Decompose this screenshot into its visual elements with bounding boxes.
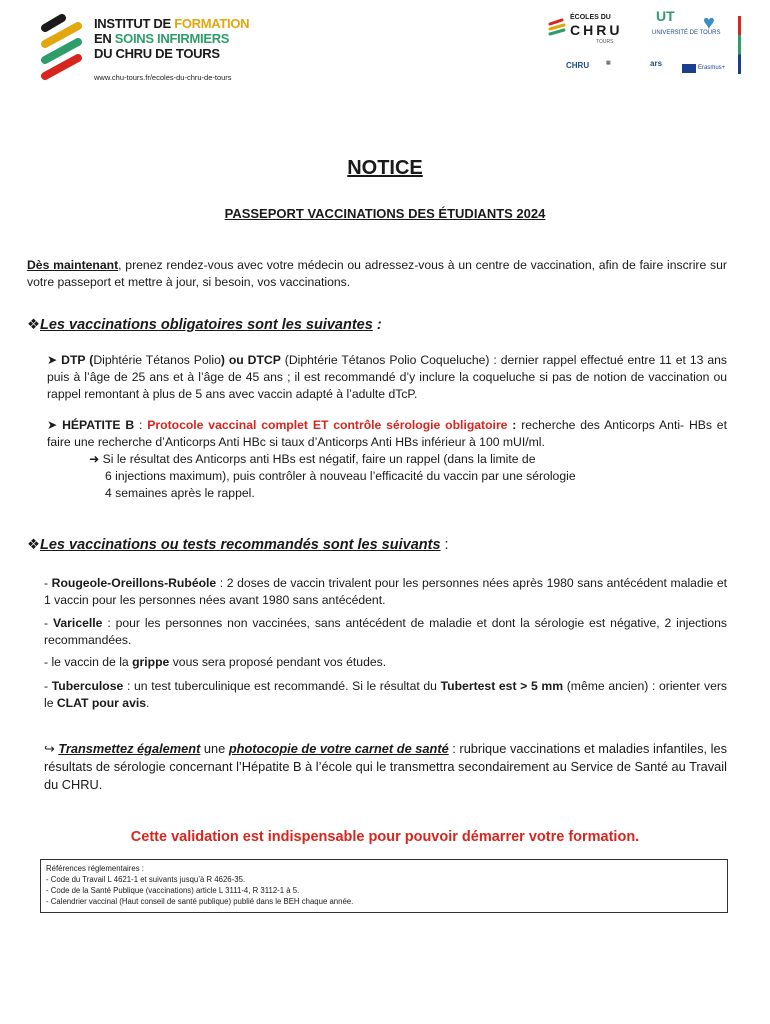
hepatitis-b-note: ➜ Si le résultat des Anticorps anti HBs est négatif, faire un rappel (dans la limite de 6 injections maximum), puis contrôler à nouveau l’efficacité du vaccin par une sérologie 4 semaines après le rappel. bbox=[89, 452, 576, 500]
grippe-paragraph: - le vaccin de la grippe vous sera proposé pendant vos études. bbox=[44, 655, 387, 669]
logo-chru-text: CHRU bbox=[570, 22, 623, 38]
section-recommended-heading: ❖Les vaccinations ou tests recommandés sont les suivants : bbox=[27, 537, 449, 553]
ecoles-chru-logo-icon bbox=[548, 18, 568, 40]
ars-logo: ars bbox=[650, 59, 663, 68]
references-box bbox=[40, 859, 728, 913]
diamond-bullet-icon: ❖ bbox=[27, 317, 40, 333]
institute-url: www.chu-tours.fr/ecoles-du-chru-de-tours bbox=[94, 73, 232, 82]
small-partner-logo-icon: ▦ bbox=[606, 60, 611, 66]
validation-notice: Cette validation est indispensable pour pouvoir démarrer votre formation. bbox=[130, 829, 640, 845]
diamond-bullet-icon: ❖ bbox=[27, 537, 40, 553]
university-name: UNIVERSITÉ DE TOURS bbox=[652, 30, 721, 36]
arrow-bullet-icon: ➤ bbox=[47, 353, 62, 367]
page-subtitle: PASSEPORT VACCINATIONS DES ÉTUDIANTS 2024 bbox=[224, 206, 546, 221]
chru-small-logo: CHRU bbox=[566, 61, 590, 70]
heart-logo-icon: ♥ bbox=[703, 12, 715, 34]
references-title: Références réglementaires : bbox=[46, 864, 144, 873]
dtp-paragraph: ➤ DTP (Diphtérie Tétanos Polio) ou DTCP (Diphtérie Tétanos Polio Coqueluche) : dernier rappel effectué entre 11 et 13 ans puis à l’âge de 25 ans et à l’âge de 45 ans ; il est recommandé d’y inclure la coqueluche si pas de notion de vaccination ou rappel remontant à plus de 5 ans avec vaccin adapté à l’adulte dTcP. bbox=[47, 353, 727, 401]
institute-name: INSTITUT DE FORMATION EN SOINS INFIRMIERS DU CHRU DE TOURS bbox=[94, 16, 250, 61]
partner-logos bbox=[548, 8, 753, 84]
page-header bbox=[0, 0, 770, 100]
ifsi-logo-stripes-icon bbox=[40, 14, 90, 84]
page-title: NOTICE bbox=[347, 157, 423, 179]
section-mandatory-heading: ❖Les vaccinations obligatoires sont les suivantes : bbox=[27, 317, 382, 333]
transmit-paragraph: ↪ Transmettez également une photocopie de votre carnet de santé : rubrique vaccinations et maladies infantiles, les résultats de sérologie concernant l’Hépatite B à l’école qui le transmettra secondairement au Service de Santé au Travail du CHRU. bbox=[44, 741, 728, 792]
eu-flag-icon bbox=[682, 64, 696, 73]
return-arrow-icon: ↪ bbox=[44, 741, 59, 756]
erasmus-logo: Erasmus+ bbox=[698, 65, 726, 71]
color-bar bbox=[738, 16, 741, 74]
varicelle-paragraph: - Varicelle : pour les personnes non vaccinées, sans antécédent de maladie et dont la sérologie est négative, 2 injections recommandées. bbox=[44, 616, 727, 647]
logo-ecoles-text: ÉCOLES DU bbox=[570, 14, 611, 21]
logo-tours-text: TOURS bbox=[596, 39, 614, 45]
university-logo: UT bbox=[656, 8, 675, 24]
reference-item: - Code du Travail L 4621-1 et suivants jusqu’à R 4626-35. bbox=[46, 875, 246, 884]
arrow-bullet-icon: ➤ bbox=[47, 418, 63, 432]
tuberculose-paragraph: - Tuberculose : un test tuberculinique est recommandé. Si le résultat du Tubertest est > 5 mm (même ancien) : orienter vers le CLAT pour avis. bbox=[44, 679, 727, 710]
reference-item: - Code de la Santé Publique (vaccinations) article L 3111-4, R 3112-1 à 5. bbox=[46, 886, 300, 895]
intro-paragraph: Dès maintenant, prenez rendez-vous avec votre médecin ou adressez-vous à un centre de vaccination, afin de faire inscrire sur votre passeport et mettre à jour, si besoin, vos vaccinations. bbox=[27, 258, 727, 289]
hepatitis-b-paragraph: ➤ HÉPATITE B : Protocole vaccinal complet ET contrôle sérologie obligatoire : recherche des Anticorps Anti- HBs et faire une recherche d’Anticorps Anti HBc si taux d’Anticorps Anti HBs inférieur à 100 mUI/ml. bbox=[47, 418, 727, 449]
reference-item: - Calendrier vaccinal (Haut conseil de santé publique) publié dans le BEH chaque année. bbox=[46, 897, 354, 906]
right-arrow-icon: ➜ bbox=[89, 452, 100, 466]
ror-paragraph: - Rougeole-Oreillons-Rubéole : 2 doses de vaccin trivalent pour les personnes nées après 1980 sans antécédent maladie et 1 vaccin pour les personnes nées avant 1980 sans antécédent. bbox=[44, 576, 727, 607]
